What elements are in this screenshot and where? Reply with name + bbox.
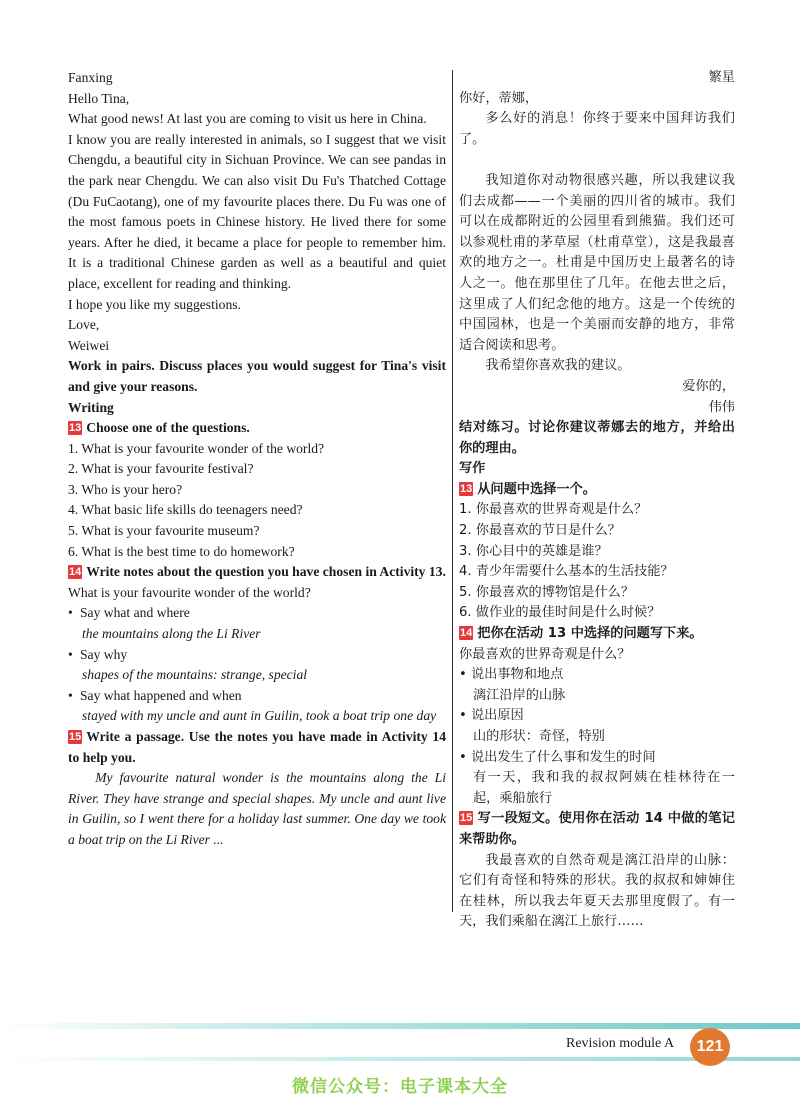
activity-15-heading [68,727,446,768]
question-item-zh: 2. 你最喜欢的节日是什么？ [459,523,621,539]
letter-greeting: Hello Tina, [68,90,130,106]
writing-heading: Writing [68,399,114,415]
note-bullet-label-zh: 说出发生了什么事和发生的时间 [471,749,656,765]
page-number: 121 [690,1028,730,1066]
question-item-zh: 4. 青少年需要什么基本的生活技能？ [459,564,674,580]
activity-13-number-zh: 13 [460,482,473,495]
note-bullet-label: Say what happened and when [80,687,242,703]
letter-paragraph-1: What good news! At last you are coming to visit us here in China. [68,111,427,127]
activity-14-title-zh: 把你在活动 13 中选择的问题写下来。 [477,626,703,642]
sample-passage-zh: 我最喜欢的自然奇观是漓江沿岸的山脉：它们有奇怪和特殊的形状。我的叔叔和婶婶住在桂林，所以我去年夏天去那里度假了。有一天，我们乘船在漓江上旅行…… [459,852,735,930]
activity-13-heading [68,418,446,439]
letter-paragraph-2-zh: 我知道你对动物很感兴趣，所以我建议我们去成都——一个美丽的四川省的城市。我们可以在成都附近的公园里看到熊猫。我们还可以参观杜甫的茅草屋（杜甫草堂），这是我最喜欢的地方之一。杜甫是中国历史上最著名的诗人之一。他在那里住了几年。在他去世之后，这里成了人们纪念他的地方。这是一个传统的中国园林，也是一个美丽而安静的地方，非常适合阅读和思考。 [459,172,735,353]
question-item: 3. Who is your hero? [68,481,183,497]
letter-signature-zh: 伟伟 [708,399,735,415]
note-bullet [68,645,446,666]
note-bullet-zh [459,748,735,769]
english-column [68,68,446,851]
activity-15-heading-zh [459,809,735,850]
note-bullet-label-zh: 说出原因 [471,708,524,724]
note-answer: the mountains along the Li River [82,626,261,642]
bullet-dot-icon: • [459,749,467,765]
pairwork-instruction: Work in pairs. Discuss places you would suggest for Tina's visit and give your reasons. [68,358,446,394]
bullet-dot-icon: • [68,687,73,703]
note-answer-zh: 漓江沿岸的山脉 [473,687,566,703]
footer-stripe-lower [0,1057,800,1061]
question-item-zh: 1. 你最喜欢的世界奇观是什么？ [459,502,648,518]
note-answer: shapes of the mountains: strange, special [82,667,308,683]
bullet-dot-icon: • [68,646,73,662]
column-divider [452,70,453,912]
letter-closing: Love, [68,317,100,333]
note-answer: stayed with my uncle and aunt in Guilin, took a boat trip one day [82,708,437,724]
activity-15-title: Write a passage. Use the notes you have made in Activity 14 to help you. [68,729,446,765]
watermark-text: 微信公众号：电子课本大全 [292,1077,508,1097]
activity-14-heading [68,562,446,583]
letter-paragraph-2: I know you are really interested in animals, so I suggest that we visit Chengdu, a beautiful city in Sichuan Province. We can see pandas in the park near Chengdu. We can also visit Du Fu's Thatched Cottage (Du FuCaotang), one of my favourite places there. Du Fu was one of the most famous poets in Chinese history. He lived there for some years. After he died, it became a place for people to remember him. It is a traditional Chinese garden as well as a beautiful and quiet place, excellent for reading and thinking. [68,131,446,291]
spacer [459,150,735,171]
note-bullet-label: Say why [80,646,128,662]
activity-14-title: Write notes about the question you have chosen in Activity 13. [86,564,446,580]
question-item-zh: 5. 你最喜欢的博物馆是什么？ [459,584,635,600]
activity-13-title-zh: 从问题中选择一个。 [477,481,596,497]
note-bullet-zh [459,706,735,727]
letter-paragraph-1-zh: 多么好的消息！你终于要来中国拜访我们了。 [459,111,735,147]
note-bullet-zh [459,665,735,686]
letter-greeting-zh: 你好，蒂娜， [459,90,539,106]
sender-line-zh: 繁星 [708,70,735,85]
letter-closing-zh: 爱你的， [682,378,735,394]
sample-passage: My favourite natural wonder is the mountains along the Li River. They have strange and special shapes. My uncle and aunt live in Guilin, so I went there for a holiday last summer. One day we took a boat trip on the Li River ... [68,770,446,847]
chosen-question: What is your favourite wonder of the world? [68,584,311,600]
note-answer-zh: 有一天，我和我的叔叔阿姨在桂林待在一起，乘船旅行 [473,770,735,806]
question-item: 4. What basic life skills do teenagers need? [68,502,303,518]
letter-signature: Weiwei [68,337,110,353]
activity-14-heading-zh [459,624,735,645]
bullet-dot-icon: • [459,708,467,724]
activity-13-number: 13 [69,422,82,435]
note-bullet [68,686,446,707]
activity-14-number-zh: 14 [460,627,473,640]
module-label: Revision module A [566,1036,675,1051]
letter-paragraph-3-zh: 我希望你喜欢我的建议。 [485,358,631,374]
note-bullet-label: Say what and where [80,605,190,621]
writing-heading-zh: 写作 [459,461,486,477]
note-bullet-label-zh: 说出事物和地点 [471,667,564,683]
activity-15-title-zh: 写一段短文。使用你在活动 14 中做的笔记来帮助你。 [459,811,735,847]
note-bullet [68,603,446,624]
footer-stripe [0,1023,800,1029]
question-item: 2. What is your favourite festival? [68,461,254,477]
activity-13-title: Choose one of the questions. [86,420,250,436]
activity-15-number-zh: 15 [460,812,473,825]
note-answer-zh: 山的形状：奇怪，特别 [473,729,605,744]
activity-15-number: 15 [69,731,82,743]
bullet-dot-icon: • [459,667,467,683]
activity-14-number: 14 [69,566,82,579]
question-item-zh: 6. 做作业的最佳时间是什么时候？ [459,605,661,621]
activity-13-heading-zh [459,480,735,501]
chosen-question-zh: 你最喜欢的世界奇观是什么？ [459,646,631,662]
bullet-dot-icon: • [68,605,73,621]
question-item: 5. What is your favourite museum? [68,523,260,539]
pairwork-instruction-zh: 结对练习。讨论你建议蒂娜去的地方，并给出你的理由。 [459,420,735,456]
letter-paragraph-3: I hope you like my suggestions. [68,296,241,312]
question-item: 6. What is the best time to do homework? [68,543,295,559]
question-item-zh: 3. 你心目中的英雄是谁？ [459,543,608,559]
chinese-column [459,68,735,933]
question-item: 1. What is your favourite wonder of the world? [68,440,325,456]
sender-line: Fanxing [68,70,113,85]
